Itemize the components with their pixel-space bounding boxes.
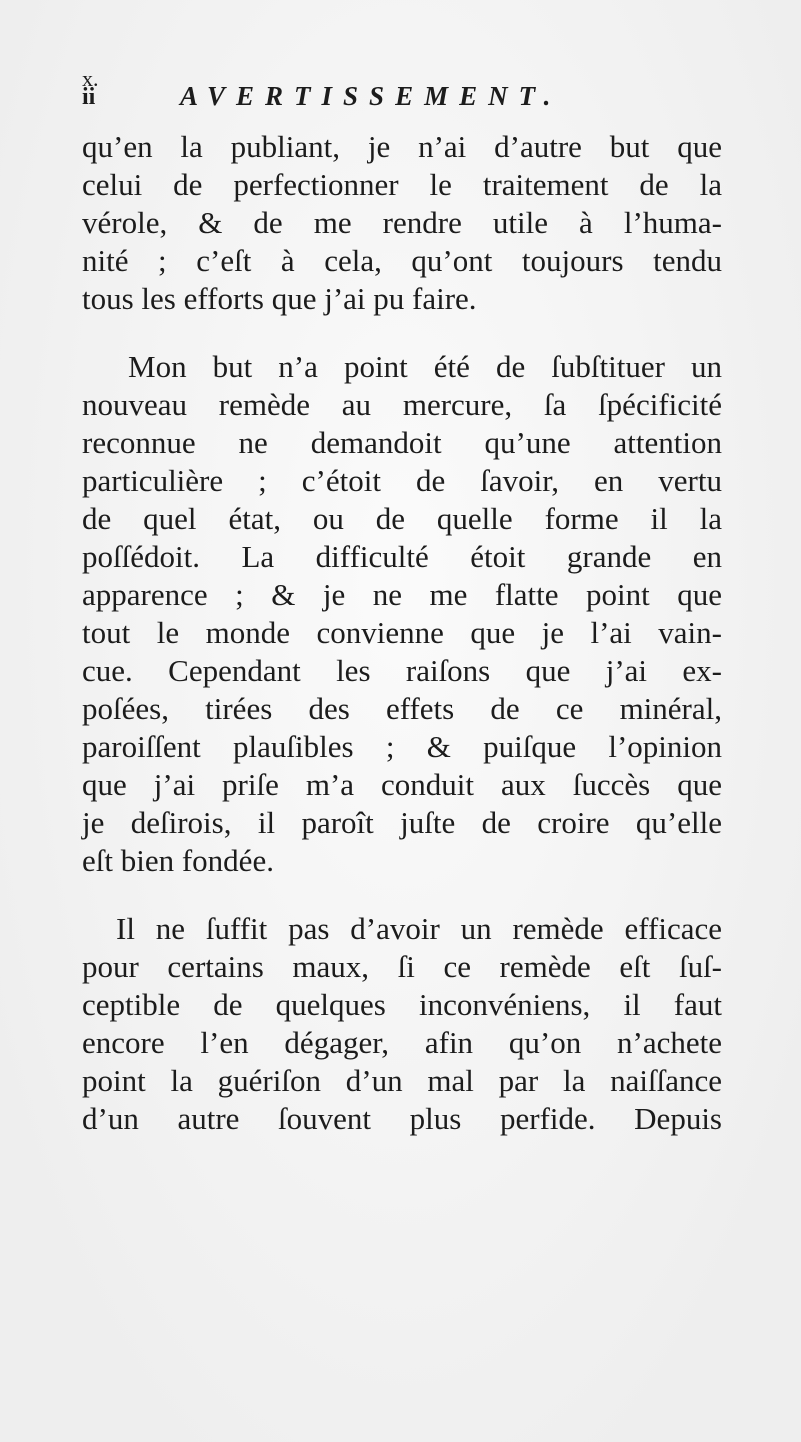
folio-mark: x. — [82, 66, 99, 91]
text-line: poſſédoit. La difficulté étoit grande en — [82, 539, 722, 574]
paragraph-2 — [82, 348, 722, 880]
text-line: ceptible de quelques inconvéniens, il faut — [82, 987, 722, 1022]
text-line: Mon but n’a point été de ſubſtituer un — [128, 349, 722, 384]
text-line: tout le monde convienne que je l’ai vain- — [82, 615, 722, 650]
text-line: encore l’en dégager, afin qu’on n’achete — [82, 1025, 722, 1060]
text-line: nité ; c’eſt à cela, qu’ont toujours tendu — [82, 243, 722, 278]
text-line: eſt bien fondée. — [82, 843, 274, 878]
text-line: tous les efforts que j’ai pu faire. — [82, 281, 477, 316]
text-line: poſées, tirées des effets de ce minéral, — [82, 691, 722, 726]
text-line: vérole, & de me rendre utile à l’huma- — [82, 205, 722, 240]
paragraph-1 — [82, 128, 722, 318]
text-line: nouveau remède au mercure, ſa ſpécificité — [82, 387, 722, 422]
text-line: celui de perfectionner le traitement de la — [82, 167, 722, 202]
text-line: Il ne ſuffit pas d’avoir un remède efficace — [116, 911, 722, 946]
text-line: reconnue ne demandoit qu’une attention — [82, 425, 722, 460]
text-line: paroiſſent plauſibles ; & puiſque l’opinion — [82, 729, 722, 764]
text-line: d’un autre ſouvent plus perfide. Depuis — [82, 1101, 722, 1136]
page-header — [82, 68, 722, 112]
text-line: qu’en la publiant, je n’ai d’autre but que — [82, 129, 722, 164]
text-line: point la guériſon d’un mal par la naiſſance — [82, 1063, 722, 1098]
text-line: apparence ; & je ne me flatte point que — [82, 577, 722, 612]
text-line: de quel état, ou de quelle forme il la — [82, 501, 722, 536]
body-text — [82, 128, 722, 1168]
text-line: je deſirois, il paroît juſte de croire qu’elle — [82, 805, 722, 840]
text-line: pour certains maux, ſi ce remède eſt ſuſ- — [82, 949, 722, 984]
text-line: cue. Cependant les raiſons que j’ai ex- — [82, 653, 722, 688]
page-number: ii — [82, 84, 96, 110]
paragraph-3 — [82, 910, 722, 1138]
running-head: AVERTISSEMENT. — [180, 81, 562, 111]
text-line: particulière ; c’étoit de ſavoir, en vertu — [82, 463, 722, 498]
text-line: que j’ai priſe m’a conduit aux ſuccès que — [82, 767, 722, 802]
